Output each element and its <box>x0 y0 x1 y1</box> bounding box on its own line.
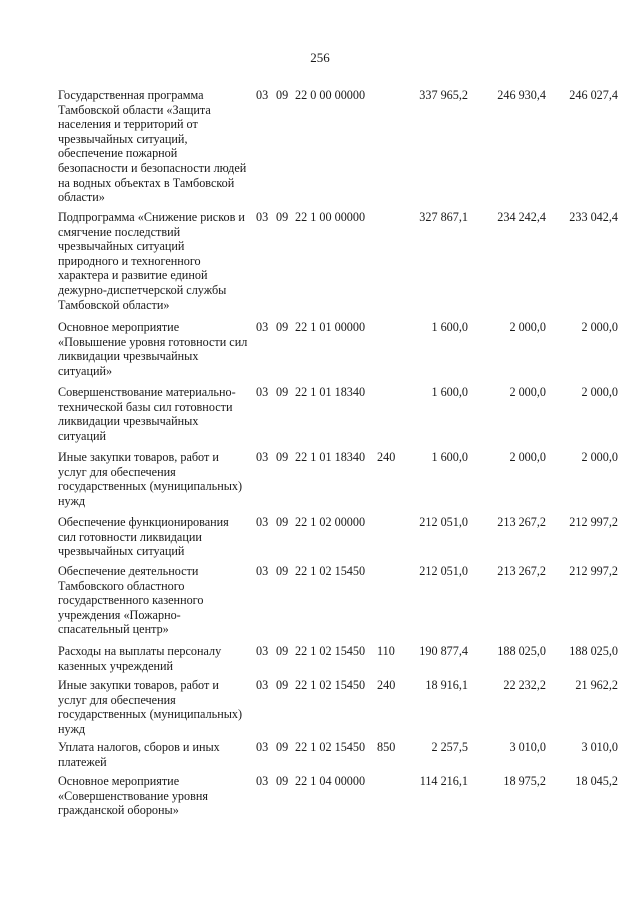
value-year-2: 2 000,0 <box>509 385 546 399</box>
target-article-code: 22 0 00 00000 <box>295 88 366 102</box>
section-code: 03 <box>256 774 269 788</box>
value-year-1: 1 600,0 <box>431 450 468 464</box>
row-name: Государственная программа Тамбовской области «Защита населения и территорий от чрезвычайных ситуаций, обеспечение пожарной безопасности и безопасности людей на водных объектах в Тамбовской области» <box>58 88 247 205</box>
value-year-2: 213 267,2 <box>497 515 546 529</box>
target-article-code: 22 1 02 15450 <box>295 678 366 692</box>
value-year-1: 337 965,2 <box>419 88 468 102</box>
expense-type-code: 240 <box>377 678 396 692</box>
value-year-1: 1 600,0 <box>431 320 468 334</box>
subsection-code: 09 <box>276 88 289 102</box>
subsection-code: 09 <box>276 644 289 658</box>
section-code: 03 <box>256 678 269 692</box>
expense-type-code: 240 <box>377 450 396 464</box>
subsection-code: 09 <box>276 678 289 692</box>
row-name: Иные закупки товаров, работ и услуг для обеспечения государственных (муниципальных) нужд <box>58 678 243 736</box>
section-code: 03 <box>256 210 269 224</box>
row-name: Основное мероприятие «Совершенствование уровня гражданской обороны» <box>58 774 208 818</box>
row-name: Уплата налогов, сборов и иных платежей <box>58 740 220 769</box>
value-year-1: 2 257,5 <box>431 740 468 754</box>
section-code: 03 <box>256 450 269 464</box>
row-name: Основное мероприятие «Повышение уровня готовности сил ликвидации чрезвычайных ситуаций» <box>58 320 248 378</box>
target-article-code: 22 1 01 18340 <box>295 385 366 399</box>
expense-type-code: 850 <box>377 740 396 754</box>
subsection-code: 09 <box>276 320 289 334</box>
value-year-3: 18 045,2 <box>575 774 618 788</box>
target-article-code: 22 1 02 15450 <box>295 644 366 658</box>
value-year-3: 212 997,2 <box>569 564 618 578</box>
row-name: Обеспечение деятельности Тамбовского областного государственного казенного учреждения «Пожарно-спасательный центр» <box>58 564 204 637</box>
value-year-3: 233 042,4 <box>569 210 618 224</box>
value-year-2: 2 000,0 <box>509 450 546 464</box>
subsection-code: 09 <box>276 740 289 754</box>
row-name: Иные закупки товаров, работ и услуг для обеспечения государственных (муниципальных) нужд <box>58 450 243 508</box>
value-year-2: 234 242,4 <box>497 210 546 224</box>
value-year-2: 18 975,2 <box>503 774 546 788</box>
value-year-3: 2 000,0 <box>581 450 618 464</box>
section-code: 03 <box>256 88 269 102</box>
value-year-2: 188 025,0 <box>497 644 546 658</box>
value-year-1: 114 216,1 <box>419 774 468 788</box>
target-article-code: 22 1 01 18340 <box>295 450 366 464</box>
subsection-code: 09 <box>276 774 289 788</box>
subsection-code: 09 <box>276 564 289 578</box>
section-code: 03 <box>256 320 269 334</box>
value-year-1: 327 867,1 <box>419 210 468 224</box>
section-code: 03 <box>256 385 269 399</box>
value-year-2: 2 000,0 <box>509 320 546 334</box>
page-number: 256 <box>310 50 330 65</box>
subsection-code: 09 <box>276 210 289 224</box>
section-code: 03 <box>256 740 269 754</box>
value-year-3: 2 000,0 <box>581 320 618 334</box>
subsection-code: 09 <box>276 385 289 399</box>
section-code: 03 <box>256 564 269 578</box>
target-article-code: 22 1 04 00000 <box>295 774 366 788</box>
subsection-code: 09 <box>276 515 289 529</box>
value-year-3: 246 027,4 <box>569 88 618 102</box>
target-article-code: 22 1 02 15450 <box>295 564 366 578</box>
value-year-3: 21 962,2 <box>575 678 618 692</box>
value-year-3: 212 997,2 <box>569 515 618 529</box>
value-year-2: 22 232,2 <box>503 678 546 692</box>
value-year-2: 3 010,0 <box>509 740 546 754</box>
value-year-3: 2 000,0 <box>581 385 618 399</box>
value-year-1: 212 051,0 <box>419 564 468 578</box>
expense-type-code: 110 <box>377 644 395 658</box>
section-code: 03 <box>256 515 269 529</box>
value-year-1: 18 916,1 <box>425 678 468 692</box>
section-code: 03 <box>256 644 269 658</box>
value-year-3: 3 010,0 <box>581 740 618 754</box>
value-year-2: 246 930,4 <box>497 88 546 102</box>
target-article-code: 22 1 01 00000 <box>295 320 366 334</box>
row-name: Обеспечение функционирования сил готовности ликвидации чрезвычайных ситуаций <box>58 515 229 559</box>
target-article-code: 22 1 02 15450 <box>295 740 366 754</box>
subsection-code: 09 <box>276 450 289 464</box>
value-year-2: 213 267,2 <box>497 564 546 578</box>
row-name: Расходы на выплаты персоналу казенных учреждений <box>58 644 222 673</box>
value-year-1: 190 877,4 <box>419 644 468 658</box>
value-year-1: 1 600,0 <box>431 385 468 399</box>
row-name: Совершенствование материально-технической базы сил готовности ликвидации чрезвычайных ситуаций <box>58 385 236 443</box>
value-year-1: 212 051,0 <box>419 515 468 529</box>
target-article-code: 22 1 00 00000 <box>295 210 366 224</box>
value-year-3: 188 025,0 <box>569 644 618 658</box>
target-article-code: 22 1 02 00000 <box>295 515 366 529</box>
row-name: Подпрограмма «Снижение рисков и смягчение последствий чрезвычайных ситуаций природного и техногенного характера и развитие единой дежурно-диспетчерской службы Тамбовской области» <box>58 210 245 312</box>
